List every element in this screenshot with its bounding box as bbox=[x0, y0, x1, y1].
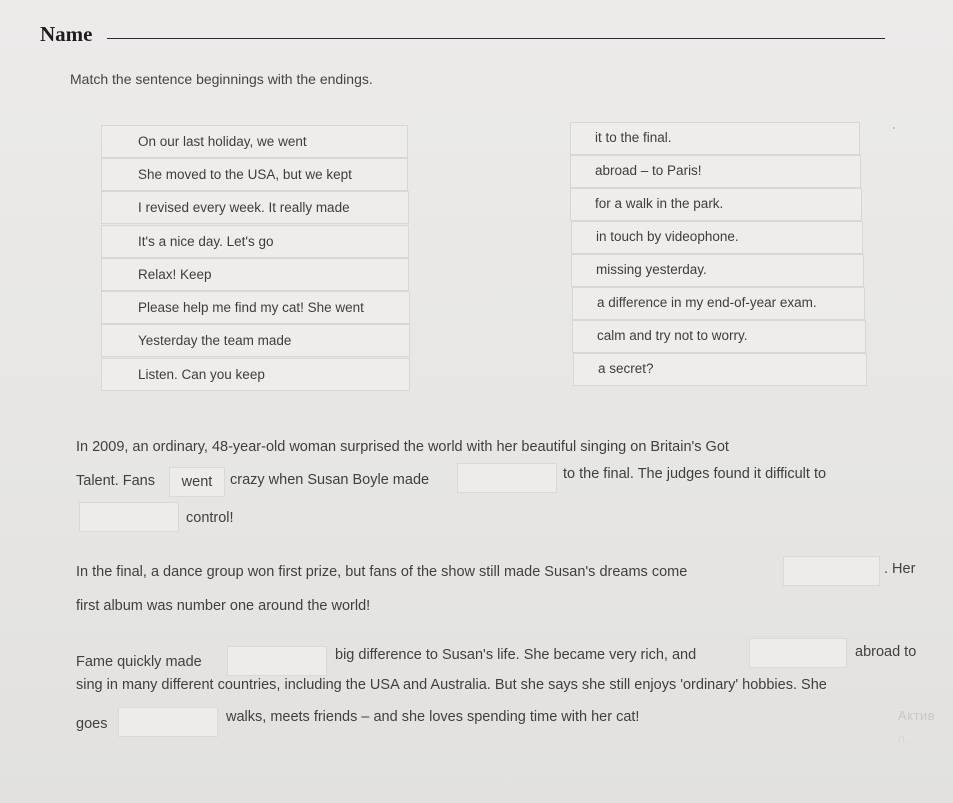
p1-line2-c: to the final. The judges found it difficult to bbox=[563, 466, 827, 482]
beginning-cell-4[interactable]: It's a nice day. Let's go bbox=[101, 225, 409, 258]
p2-line2: first album was number one around the world! bbox=[76, 598, 371, 614]
name-field[interactable] bbox=[107, 38, 885, 39]
beginning-cell-1[interactable]: On our last holiday, we went bbox=[101, 125, 408, 158]
gap-4[interactable] bbox=[783, 556, 880, 586]
p3-line2: sing in many different countries, including the USA and Australia. But she says she still enjoys 'ordinary' hobbies. She bbox=[76, 677, 827, 693]
ending-cell-1[interactable]: it to the final. bbox=[570, 122, 860, 155]
beginning-cell-5[interactable]: Relax! Keep bbox=[101, 258, 409, 291]
p3-line1-b: big difference to Susan's life. She became very rich, and bbox=[335, 647, 697, 663]
p3-line3-b: walks, meets friends – and she loves spending time with her cat! bbox=[226, 709, 640, 725]
watermark-sub: П... bbox=[898, 735, 912, 745]
ending-cell-2[interactable]: abroad – to Paris! bbox=[570, 155, 861, 188]
p1-line3: control! bbox=[186, 510, 234, 526]
p2-line1: In the final, a dance group won first prize, but fans of the show still made Susan's dreams come bbox=[76, 564, 688, 580]
ending-cell-5[interactable]: missing yesterday. bbox=[571, 254, 864, 287]
p1-line1: In 2009, an ordinary, 48-year-old woman surprised the world with her beautiful singing on Britain's Got bbox=[76, 439, 729, 455]
gap-7[interactable] bbox=[118, 707, 218, 737]
beginning-cell-6[interactable]: Please help me find my cat! She went bbox=[101, 291, 410, 324]
beginning-cell-2[interactable]: She moved to the USA, but we kept bbox=[101, 158, 408, 191]
p2-line1-end: . Her bbox=[884, 561, 916, 577]
p1-line2-b: crazy when Susan Boyle made bbox=[230, 472, 430, 488]
beginning-cell-3[interactable]: I revised every week. It really made bbox=[101, 191, 409, 224]
p3-line3-a: goes bbox=[76, 716, 108, 732]
p3-line1-c: abroad to bbox=[855, 644, 917, 660]
gap-5[interactable] bbox=[227, 646, 327, 676]
ending-cell-7[interactable]: calm and try not to worry. bbox=[572, 320, 866, 353]
instructions: Match the sentence beginnings with the endings. bbox=[70, 71, 373, 87]
p1-line2-a: Talent. Fans bbox=[76, 473, 155, 489]
beginning-cell-8[interactable]: Listen. Can you keep bbox=[101, 358, 410, 391]
gap-6[interactable] bbox=[749, 638, 847, 668]
gap-1[interactable]: went bbox=[169, 467, 225, 497]
speck bbox=[893, 127, 895, 129]
p3-line1-a: Fame quickly made bbox=[76, 654, 202, 670]
gap-3[interactable] bbox=[79, 502, 179, 532]
ending-cell-4[interactable]: in touch by videophone. bbox=[571, 221, 863, 254]
name-label: Name bbox=[40, 22, 93, 46]
gap-2[interactable] bbox=[457, 463, 557, 493]
ending-cell-8[interactable]: a secret? bbox=[573, 353, 867, 386]
watermark: Актив bbox=[898, 708, 936, 723]
beginning-cell-7[interactable]: Yesterday the team made bbox=[101, 324, 410, 357]
ending-cell-6[interactable]: a difference in my end-of-year exam. bbox=[572, 287, 865, 320]
ending-cell-3[interactable]: for a walk in the park. bbox=[570, 188, 862, 221]
